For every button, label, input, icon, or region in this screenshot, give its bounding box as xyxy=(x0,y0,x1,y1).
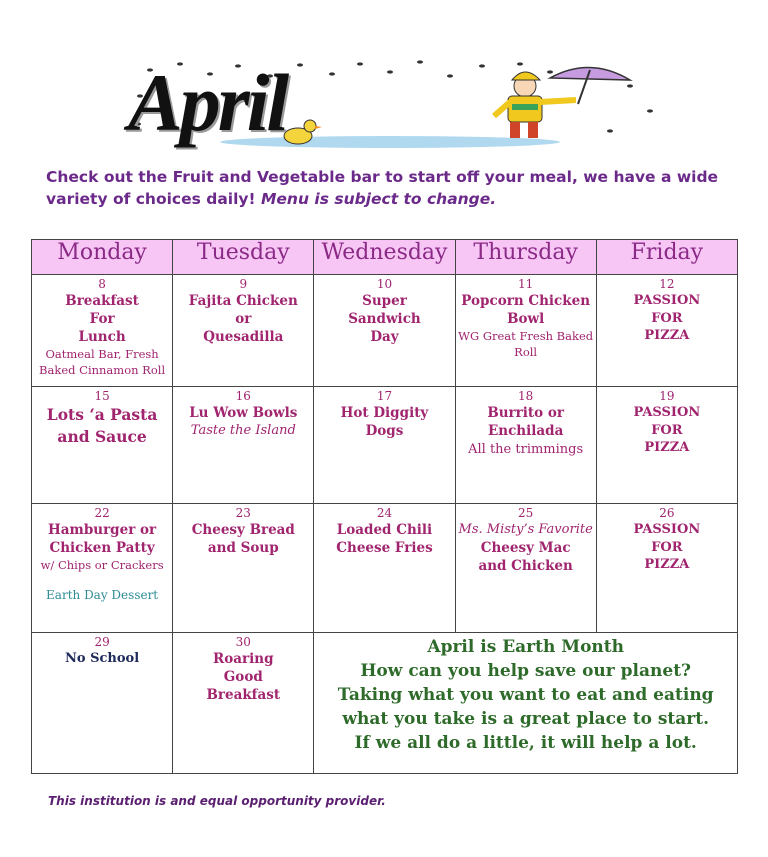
day-cell xyxy=(173,275,314,387)
menu-item: Chicken Patty xyxy=(49,540,155,556)
earth-month-title: April is Earth Month xyxy=(427,637,624,657)
day-cell xyxy=(314,504,455,633)
menu-item: PASSION xyxy=(633,293,701,308)
menu-item: Super xyxy=(362,293,407,309)
menu-item: Hamburger or xyxy=(48,522,157,538)
menu-detail: Ms. Misty’s Favorite xyxy=(458,522,593,537)
menu-item: Cheesy Bread xyxy=(191,522,295,538)
menu-item: Popcorn Chicken xyxy=(461,293,591,309)
date-number: 8 xyxy=(98,277,106,291)
menu-item: Quesadilla xyxy=(203,329,284,345)
menu-item: Hot Diggity xyxy=(340,405,429,421)
menu-item: Bowl xyxy=(507,311,545,327)
week-row xyxy=(32,633,738,774)
menu-detail: WG Great Fresh Baked xyxy=(458,329,594,343)
header-thursday: Thursday xyxy=(455,240,596,275)
week-row xyxy=(32,504,738,633)
header-wednesday: Wednesday xyxy=(314,240,455,275)
earth-month-line: Taking what you want to eat and eating xyxy=(337,685,714,705)
no-school-label: No School xyxy=(65,651,140,666)
date-number: 24 xyxy=(376,506,393,520)
dessert-note: Earth Day Dessert xyxy=(46,588,159,602)
date-number: 16 xyxy=(235,389,251,403)
date-number: 29 xyxy=(94,635,110,649)
day-cell xyxy=(596,275,737,387)
menu-detail: w/ Chips or Crackers xyxy=(40,558,164,572)
child-with-umbrella-icon xyxy=(494,67,630,138)
menu-detail: Taste the Island xyxy=(190,423,296,438)
menu-item: or xyxy=(235,311,252,327)
menu-item: and Soup xyxy=(207,540,279,556)
menu-item: PIZZA xyxy=(644,328,690,343)
day-cell xyxy=(32,633,173,774)
day-cell xyxy=(596,504,737,633)
date-number: 11 xyxy=(518,277,534,291)
earth-month-message xyxy=(314,633,737,755)
header-friday: Friday xyxy=(596,240,737,275)
date-number: 18 xyxy=(518,389,534,403)
menu-item: Dogs xyxy=(365,423,404,439)
day-cell xyxy=(314,275,455,387)
day-cell xyxy=(455,275,596,387)
menu-item: Lunch xyxy=(78,329,126,345)
day-cell xyxy=(32,387,173,504)
header-monday: Monday xyxy=(32,240,173,275)
intro-text: Check out the Fruit and Vegetable bar to start off your meal, we have a wide variety of choices daily! xyxy=(46,168,719,208)
date-number: 30 xyxy=(235,635,251,649)
menu-item: Good xyxy=(223,669,263,685)
menu-item: For xyxy=(89,311,115,327)
menu-item: Loaded Chili xyxy=(336,522,433,538)
menu-detail: All the trimmings xyxy=(468,442,584,457)
equal-opportunity-footer: This institution is and equal opportunity provider. xyxy=(48,794,386,808)
menu-item: Fajita Chicken xyxy=(188,293,298,309)
intro-note: Menu is subject to change. xyxy=(261,190,497,208)
day-cell xyxy=(314,387,455,504)
day-cell xyxy=(32,275,173,387)
earth-month-line: what you take is a great place to start. xyxy=(342,709,710,729)
menu-item: Lu Wow Bowls xyxy=(189,405,298,421)
date-number: 19 xyxy=(659,389,675,403)
date-number: 23 xyxy=(235,506,251,520)
menu-item: Enchilada xyxy=(487,423,564,439)
menu-detail: Baked Cinnamon Roll xyxy=(39,363,166,377)
menu-detail: Roll xyxy=(514,345,538,359)
menu-item: Lots ‘a Pasta xyxy=(46,405,158,424)
banner-title: April xyxy=(128,57,287,148)
menu-item: and Chicken xyxy=(478,558,573,574)
weekday-header-row xyxy=(32,240,738,275)
intro-paragraph xyxy=(46,166,736,210)
menu-item: Burrito or xyxy=(487,405,564,421)
day-cell xyxy=(455,504,596,633)
week-row xyxy=(32,275,738,387)
earth-month-cell xyxy=(314,633,738,774)
menu-item: PIZZA xyxy=(644,440,690,455)
april-banner xyxy=(110,56,670,156)
day-cell xyxy=(596,387,737,504)
day-cell xyxy=(455,387,596,504)
date-number: 9 xyxy=(239,277,248,291)
earth-month-line: How can you help save our planet? xyxy=(360,661,692,681)
date-number: 22 xyxy=(94,506,110,520)
header-tuesday: Tuesday xyxy=(173,240,314,275)
day-cell xyxy=(173,633,314,774)
date-number: 12 xyxy=(659,277,675,291)
day-cell xyxy=(173,387,314,504)
menu-item: Roaring xyxy=(213,651,274,667)
menu-item: Breakfast xyxy=(65,293,139,309)
earth-month-line: If we all do a little, it will help a lot. xyxy=(354,733,697,753)
menu-item: Day xyxy=(370,329,399,345)
menu-item: FOR xyxy=(651,310,683,326)
menu-item: Sandwich xyxy=(348,311,421,327)
date-number: 26 xyxy=(659,506,675,520)
menu-item: PASSION xyxy=(633,522,701,537)
menu-item: Cheesy Mac xyxy=(480,540,571,556)
date-number: 10 xyxy=(376,277,393,291)
menu-item: PASSION xyxy=(633,405,701,420)
menu-item: FOR xyxy=(651,422,683,438)
date-number: 25 xyxy=(518,506,534,520)
menu-item: Cheese Fries xyxy=(336,540,433,556)
menu-item: Breakfast xyxy=(206,687,281,703)
menu-item: FOR xyxy=(651,539,683,555)
menu-detail: Oatmeal Bar, Fresh xyxy=(45,347,159,361)
week-row xyxy=(32,387,738,504)
menu-item: PIZZA xyxy=(644,557,690,572)
day-cell xyxy=(173,504,314,633)
date-number: 15 xyxy=(94,389,110,403)
date-number: 17 xyxy=(376,389,393,403)
menu-item: and Sauce xyxy=(57,427,147,446)
day-cell xyxy=(32,504,173,633)
menu-calendar xyxy=(31,239,738,774)
